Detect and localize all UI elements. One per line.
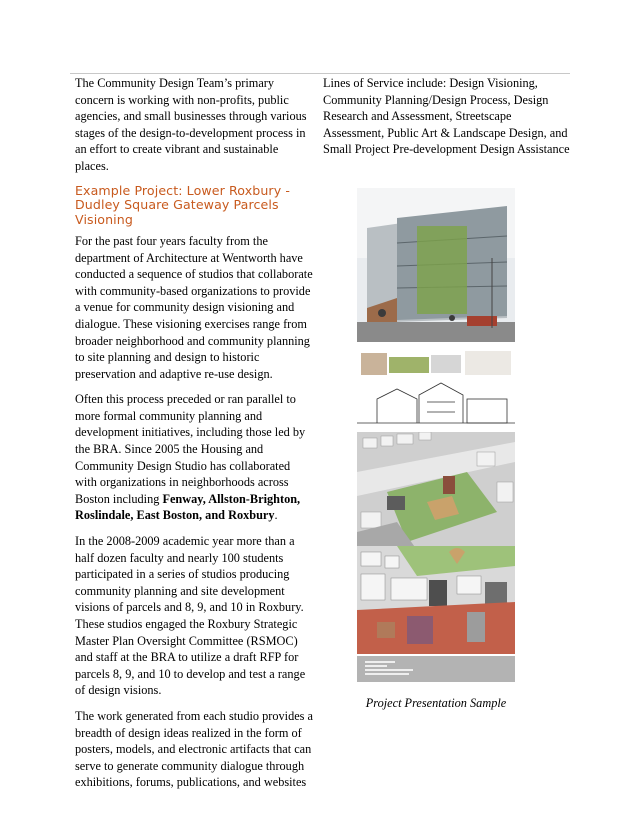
- aerial-plan-drawing: [357, 546, 515, 654]
- site-model-image: [357, 432, 515, 550]
- site-model-drawing: [357, 432, 515, 550]
- project-paragraph-1: For the past four years faculty from the department of Architecture at Wentworth have conducted a sequence of studios that collaborate with community-based organizations to provide a venue for community design visioning and dialogue. These visioning exercises range from broader neighborhood and community planning to site planning and design to historic preservation and adaptive re-use design.: [75, 233, 313, 381]
- building-rendering-drawing: [357, 188, 515, 342]
- project-paragraph-4: The work generated from each studio provides a breadth of design ideas realized in the form of posters, models, and electronic artifacts that can serve to generate community dialogue through exhibitions, forums, publications, and websites: [75, 708, 313, 790]
- services-paragraph: Lines of Service include: Design Visioning, Community Planning/Design Process, Design Research and Assessment, Streetscape Assessment, Public Art & Landscape Design, and Small Project Pre-development Design Assistance: [323, 76, 570, 157]
- building-rendering-image: [357, 188, 515, 342]
- title-block-drawing: [357, 656, 515, 682]
- project-paragraph-3: In the 2008-2009 academic year more than a half dozen faculty and nearly 100 students participated in a series of studios producing community planning and site development visions of parcels and 8, 9, and 10 in Roxbury. These studios engaged the Roxbury Strategic Master Plan Oversight Committee (RSMOC) and staff at the BRA to utilize a draft RFP for parcels 8, 9, and 10 to develop and test a range of design visions.: [75, 534, 306, 698]
- paragraph-2-text: Often this process preceded or ran parallel to more formal community planning and development initiatives, including those led by the BRA. Since 2005 the Housing and Community Design Studio has collaborated with organizations in neighborhoods across Boston including: [75, 392, 306, 506]
- section-drawing-graphic: [357, 347, 515, 427]
- aerial-plan-image: [357, 546, 515, 654]
- paragraph-2-end: .: [274, 508, 278, 523]
- section-drawing-image: [357, 347, 515, 427]
- top-rule: [70, 73, 570, 74]
- intro-paragraph: The Community Design Team’s primary concern is working with non-profits, public agencies, and small businesses through various stages of the design-to-development process in an effort to create vibrant and sustainable places.: [75, 76, 307, 173]
- project-heading: Example Project: Lower Roxbury - Dudley Square Gateway Parcels Visioning: [75, 182, 291, 228]
- left-column: [75, 75, 315, 791]
- right-column: [323, 75, 573, 158]
- figure-caption: Project Presentation Sample: [365, 696, 507, 710]
- project-paragraph-2: [75, 391, 315, 524]
- neighborhoods-list: Fenway, Allston-Brighton, Roslindale, East Boston, and Roxbury: [75, 491, 301, 523]
- presentation-title-block: [357, 656, 515, 682]
